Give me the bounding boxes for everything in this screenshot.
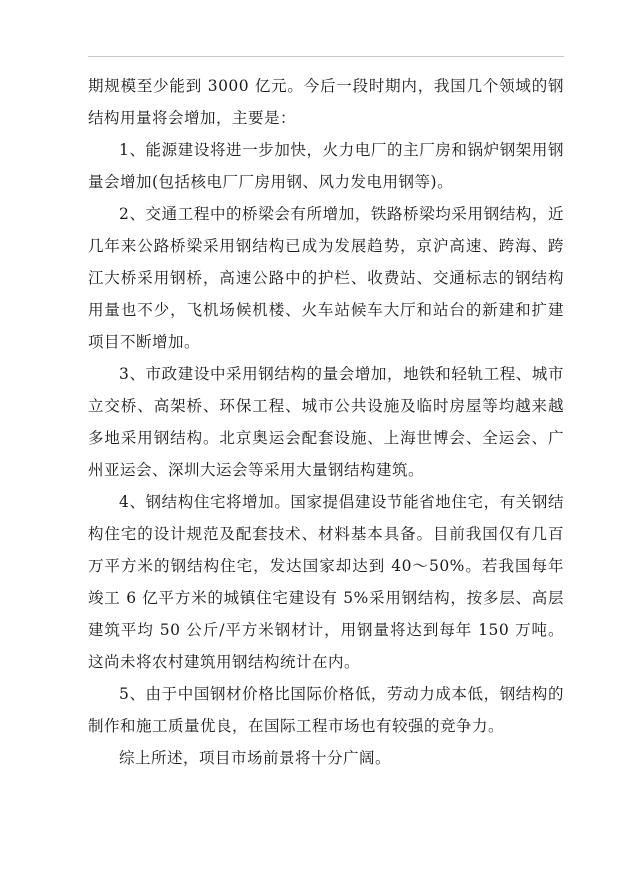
document-body <box>88 70 564 774</box>
paragraph-intro: 期规模至少能到 3000 亿元。今后一段时期内，我国几个领域的钢结构用量将会增加，主要是： <box>88 77 564 127</box>
paragraph-conclusion: 综上所述，项目市场前景将十分广阔。 <box>119 749 392 767</box>
paragraph-item-2-transport: 2、交通工程中的桥梁会有所增加，铁路桥梁均采用钢结构，近几年来公路桥梁采用钢结构已成为发展趋势，京沪高速、跨海、跨江大桥采用钢桥，高速公路中的护栏、收费站、交通标志的钢结构用量也不少，飞机场候机楼、火车站候车大厅和站台的新建和扩建项目不断增加。 <box>88 205 564 351</box>
paragraph-item-5-price: 5、由于中国钢材价格比国际价格低，劳动力成本低，钢结构的制作和施工质量优良，在国际工程市场也有较强的竞争力。 <box>88 685 564 735</box>
paragraph-item-4-housing: 4、钢结构住宅将增加。国家提倡建设节能省地住宅，有关钢结构住宅的设计规范及配套技术、材料基本具备。目前我国仅有几百万平方米的钢结构住宅，发达国家却达到 40～50%。若我国每年竣工 6 亿平方米的城镇住宅建设有 5%采用钢结构，按多层、高层建筑平均 50 公斤/平方米钢材计，用钢量将达到每年 150 万吨。这尚未将农村建筑用钢结构统计在内。 <box>88 493 564 671</box>
header-rule <box>88 56 564 57</box>
paragraph-item-1-energy: 1、能源建设将进一步加快，火力电厂的主厂房和锅炉钢架用钢量会增加(包括核电厂厂房用钢、风力发电用钢等)。 <box>88 141 564 191</box>
paragraph-item-3-municipal: 3、市政建设中采用钢结构的量会增加，地铁和轻轨工程、城市立交桥、高架桥、环保工程、城市公共设施及临时房屋等均越来越多地采用钢结构。北京奥运会配套设施、上海世博会、全运会、广州亚运会、深圳大运会等采用大量钢结构建筑。 <box>88 365 564 479</box>
